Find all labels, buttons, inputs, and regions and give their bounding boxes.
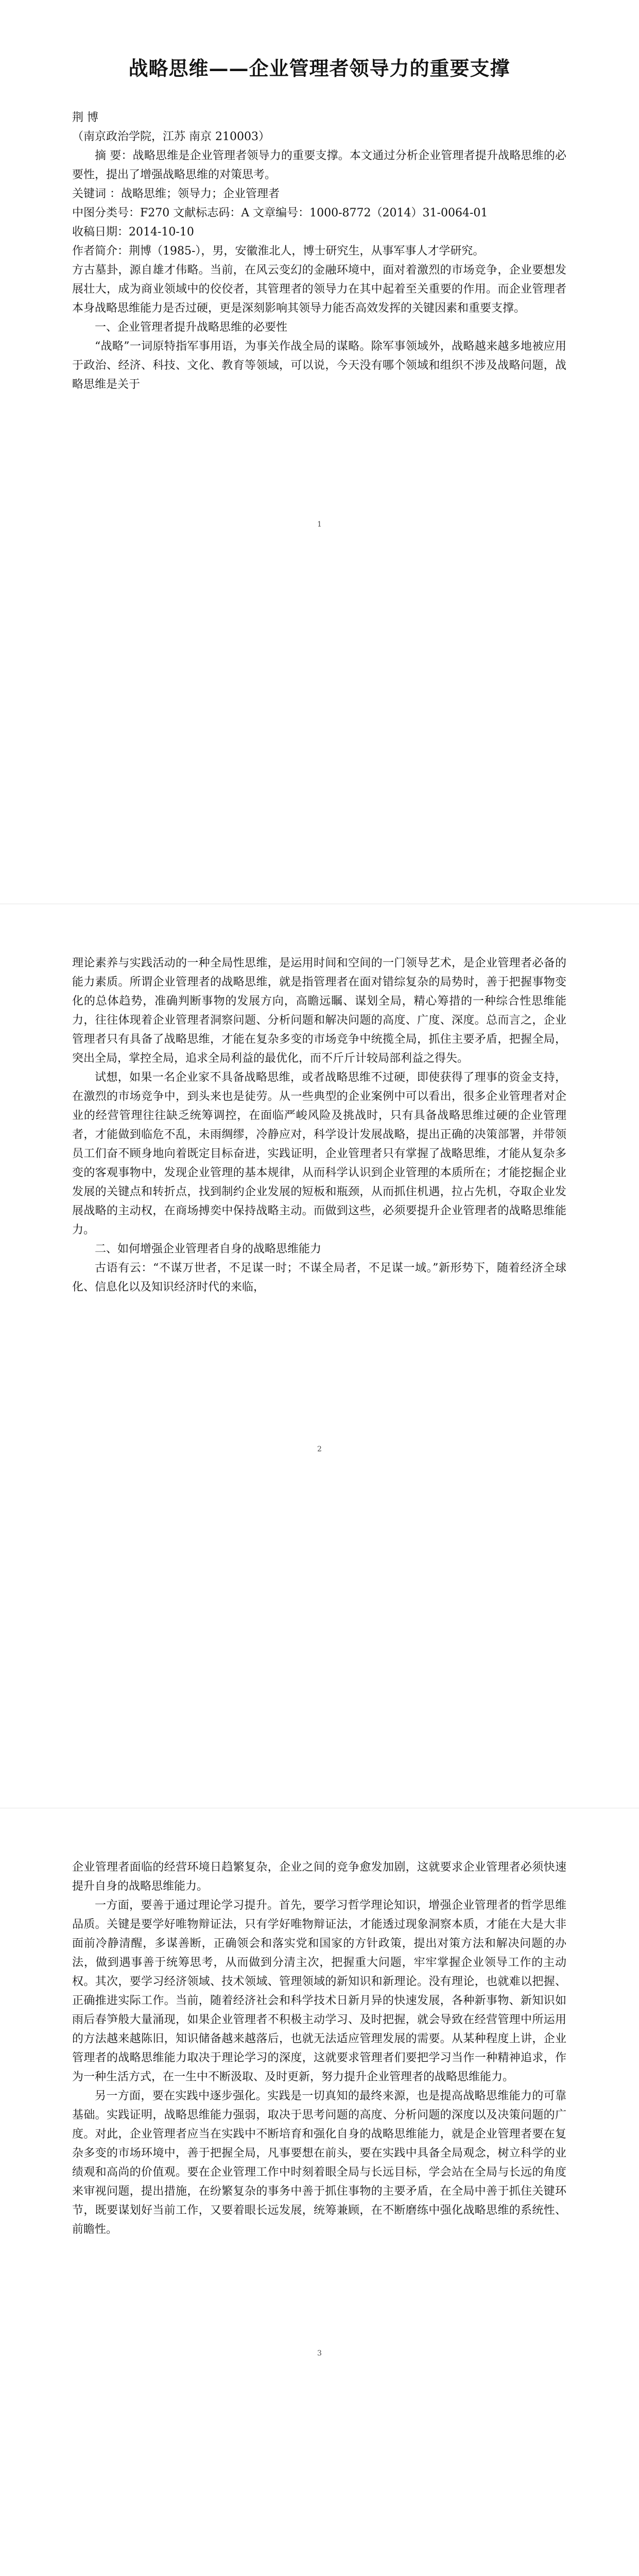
- section-1-paragraph: “战略”一词原特指军事用语，为事关作战全局的谋略。除军事领域外，战略越来越多地被应用于政治、经济、科技、文化、教育等领域，可以说，今天没有哪个领域和组织不涉及战略问题，战略思维是关于: [72, 340, 566, 391]
- paragraph: 理论素养与实践活动的一种全局性思维，是运用时间和空间的一门领导艺术，是企业管理者必备的能力素质。所谓企业管理者的战略思维，就是指管理者在面对错综复杂的局势时，善于把握事物变化的总体趋势，准确判断事物的发展方向，高瞻远瞩、谋划全局，精心筹措的一种综合性思维能力，往往体现着企业管理者洞察问题、分析问题和解决问题的高度、广度、深度。总而言之，企业管理者只有具备了战略思维，才能在复杂多变的市场竞争中统揽全局，抓住主要矛盾，把握全局，突出全局，掌控全局，追求全局利益的最优化，而不斤斤计较局部利益之得失。: [72, 957, 566, 1065]
- intro-paragraph: 方古墓卦，源自雄才伟略。当前，在风云变幻的金融环境中，面对着激烈的市场竞争，企业要想发展壮大，成为商业领域中的佼佼者，其管理者的领导力在其中起着至关重要的作用。而企业管理者本身战略思维能力是否过硬，更是深刻影响其领导力能否高效发挥的关键因素和重要支撑。: [72, 264, 566, 315]
- page-number: 2: [317, 1445, 322, 1453]
- page-number: 1: [317, 520, 322, 529]
- page-1-content: [72, 54, 566, 394]
- author-name: 荆 博: [72, 111, 98, 124]
- paragraph: 试想，如果一名企业家不具备战略思维，或者战略思维不过硬，即使获得了理事的资金支持，在激烈的市场竞争中，到头来也是徒劳。从一些典型的企业案例中可以看出，很多企业管理者对企业的经营管理往往缺乏统筹调控，在面临严峻风险及挑战时，只有具备战略思维过硬的企业管理者，才能做到临危不乱，未雨绸缪，冷静应对，科学设计发展战略，提出正确的决策部署，并带领员工们奋不顾身地向着既定目标奋进，实践证明，企业管理者只有掌握了战略思维，才能从复杂多变的客观事物中，发现企业管理的基本规律，从而科学认识到企业管理的本质所在；才能挖掘企业发展的关键点和转折点，找到制约企业发展的短板和瓶颈，从而抓住机遇，拉占先机，夺取企业发展战略的主动权，在商场搏奕中保持战略主动。而做到这些，必须要提升企业管理者的战略思维能力。: [72, 1071, 566, 1236]
- keywords: 关键词 ：战略思维；领导力；企业管理者: [72, 188, 280, 200]
- paragraph: 一方面，要善于通过理论学习提升。首先，要学习哲学理论知识，增强企业管理者的哲学思维品质。关键是要学好唯物辩证法，只有学好唯物辩证法，才能透过现象洞察本质，才能在大是大非面前冷静清醒，多谋善断，正确领会和落实党和国家的方针政策，提出对策方法和解决问题的办法，做到遇事善于统筹思考，从而做到分清主次，把握重大问题，牢牢掌握企业领导工作的主动权。其次，要学习经济领域、技术领域、管理领域的新知识和新理论。没有理论，也就难以把握、正确推进实际工作。当前，随着经济社会和科学技术日新月异的快速发展，各种新事物、新知识如雨后春笋般大量涌现，如果企业管理者不积极主动学习、及时把握，就会导致在经营管理中所运用的方法越来越陈旧，知识储备越来越落后，也就无法适应管理发展的需要。从某种程度上讲，企业管理者的战略思维能力取决于理论学习的深度，这就要求管理者们要把学习当作一种精神追求，作为一种生活方式，在一生中不断汲取、及时更新，努力提升企业管理者的战略思维能力。: [72, 1899, 566, 2083]
- page-2: [0, 904, 639, 1808]
- paragraph: 另一方面，要在实践中逐步强化。实践是一切真知的最终来源，也是提高战略思维能力的可靠基础。实践证明，战略思维能力强弱，取决于思考问题的高度、分析问题的深度以及决策问题的广度。对此，企业管理者应当在实践中不断培育和强化自身的战略思维能力，就是企业管理者要在复杂多变的市场环境中，善于把握全局，凡事要想在前头，要在实践中具备全局观念，树立科学的业绩观和高尚的价值观。要在企业管理工作中时刻着眼全局与长远目标，学会站在全局与长远的角度来审视问题，提出措施，在纷繁复杂的事务中善于抓住事物的主要矛盾，在全局中善于抓住关键环节，既要谋划好当前工作，又要着眼长远发展，统筹兼顾，在不断磨练中强化战略思维的系统性、前瞻性。: [72, 2090, 566, 2236]
- classification-number: 中图分类号：F270 文献标志码：A 文章编号：1000-8772（2014）31-0064-01: [72, 207, 488, 219]
- page-number: 3: [317, 2349, 322, 2358]
- abstract: 摘 要：战略思维是企业管理者领导力的重要支撑。本文通过分析企业管理者提升战略思维的必要性，提出了增强战略思维的对策思考。: [72, 149, 566, 181]
- paragraph: 古语有云：“不谋万世者，不足谋一时；不谋全局者，不足谋一域。”新形势下，随着经济全球化、信息化以及知识经济时代的来临，: [72, 1262, 566, 1294]
- received-date: 收稿日期：2014-10-10: [72, 226, 194, 239]
- page-2-content: [72, 954, 566, 1297]
- section-heading-1: 一、企业管理者提升战略思维的必要性: [95, 321, 288, 334]
- paragraph: 企业管理者面临的经营环境日趋繁复杂，企业之间的竞争愈发加剧，这就要求企业管理者必须快速提升自身的战略思维能力。: [72, 1861, 566, 1893]
- section-heading-2: 二、如何增强企业管理者自身的战略思维能力: [95, 1243, 322, 1256]
- author-affiliation: （南京政治学院，江苏 南京 210003）: [72, 130, 270, 143]
- author-bio: 作者简介：荆博（1985-），男，安徽淮北人，博士研究生，从事军事人才学研究。: [72, 245, 485, 258]
- page-3-content: [72, 1858, 566, 2239]
- page-3: [0, 1808, 639, 2576]
- page-1: [0, 0, 639, 904]
- document-title: 战略思维——企业管理者领导力的重要支撑: [128, 57, 510, 80]
